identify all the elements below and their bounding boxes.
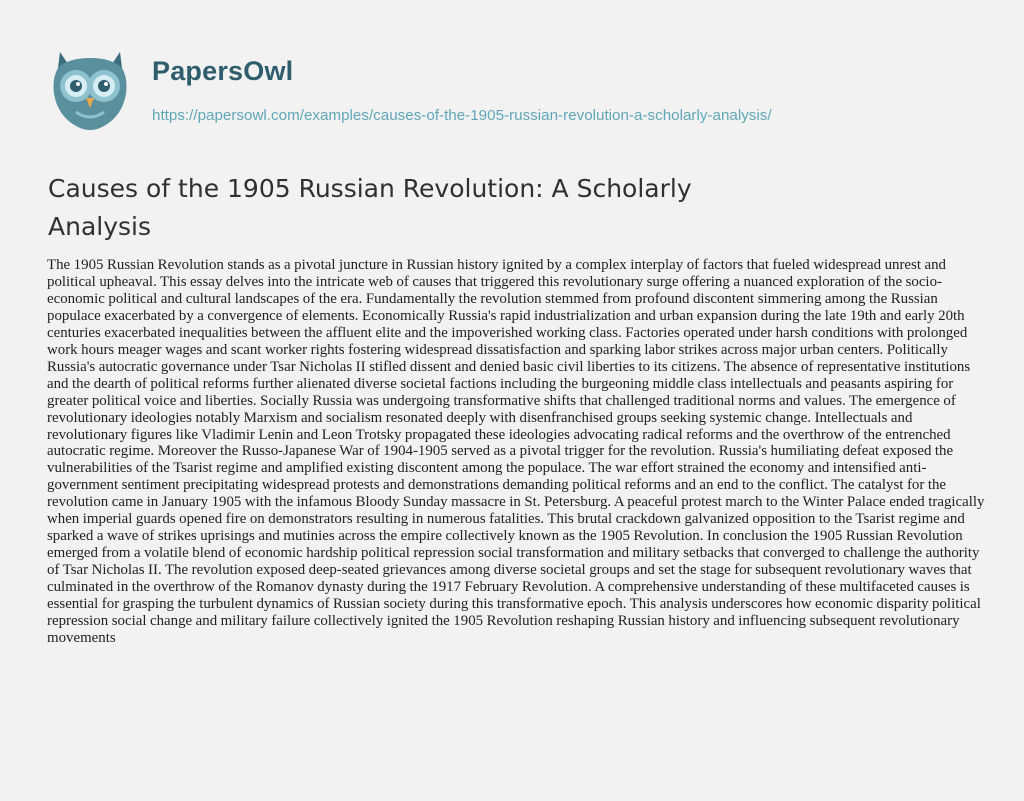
essay-title: Causes of the 1905 Russian Revolution: A Scholarly Analysis xyxy=(48,174,692,241)
brand-name[interactable]: PapersOwl xyxy=(152,56,294,86)
site-header xyxy=(46,38,986,138)
essay-body: The 1905 Russian Revolution stands as a pivotal juncture in Russian history ignited by a complex interplay of factors that fueled widespread unrest and political upheaval. This essay delves into the intricate web of causes that triggered this revolutionary surge offering a nuanced exploration of the socio-economic political and cultural landscapes of the era. Fundamentally the revolution stemmed from profound discontent simmering among the Russian populace exacerbated by a convergence of elements. Economically Russia's rapid industrialization and urban expansion during the late 19th and early 20th centuries exacerbated inequalities between the affluent elite and the impoverished working class. Factories operated under harsh conditions with prolonged work hours meager wages and scant worker rights fostering widespread dissatisfaction and sparking labor strikes across major urban centers. Politically Russia's autocratic governance under Tsar Nicholas II stifled dissent and denied basic civil liberties to its citizens. The absence of representative institutions and the dearth of political reforms further alienated diverse societal factions including the burgeoning middle class intellectuals and peasants aspiring for greater political voice and liberties. Socially Russia was undergoing transformative shifts that challenged traditional norms and values. The emergence of revolutionary ideologies notably Marxism and socialism resonated deeply with disenfranchised groups seeking systemic change. Intellectuals and revolutionary figures like Vladimir Lenin and Leon Trotsky propagated these ideologies advocating radical reforms and the overthrow of the entrenched autocratic regime. Moreover the Russo-Japanese War of 1904-1905 served as a pivotal trigger for the revolution. Russia's humiliating defeat exposed the vulnerabilities of the Tsarist regime and amplified existing discontent among the populace. The war effort strained the economy and intensified anti-government sentiment precipitating widespread protests and demonstrations demanding political reforms and an end to the conflict. The catalyst for the revolution came in January 1905 with the infamous Bloody Sunday massacre in St. Petersburg. A peaceful protest march to the Winter Palace ended tragically when imperial guards opened fire on demonstrators resulting in numerous fatalities. This brutal crackdown galvanized opposition to the Tsarist regime and sparked a wave of strikes uprisings and mutinies across the empire collectively known as the 1905 Revolution. In conclusion the 1905 Russian Revolution emerged from a volatile blend of economic hardship political repression social transformation and military setbacks that converged to challenge the authority of Tsar Nicholas II. The revolution exposed deep-seated grievances among diverse societal groups and set the stage for subsequent revolutionary waves that culminated in the overthrow of the Romanov dynasty during the 1917 February Revolution. A comprehensive understanding of these multifaceted causes is essential for grasping the turbulent dynamics of Russian society during this transformative epoch. This analysis underscores how economic disparity political repression social change and military failure collectively ignited the 1905 Revolution reshaping Russian history and influencing subsequent revolutionary movements xyxy=(47,257,985,646)
owl-logo-icon xyxy=(46,38,134,134)
source-url-link[interactable]: https://papersowl.com/examples/causes-of-the-1905-russian-revolution-a-scholarly-analysis/ xyxy=(152,107,772,124)
